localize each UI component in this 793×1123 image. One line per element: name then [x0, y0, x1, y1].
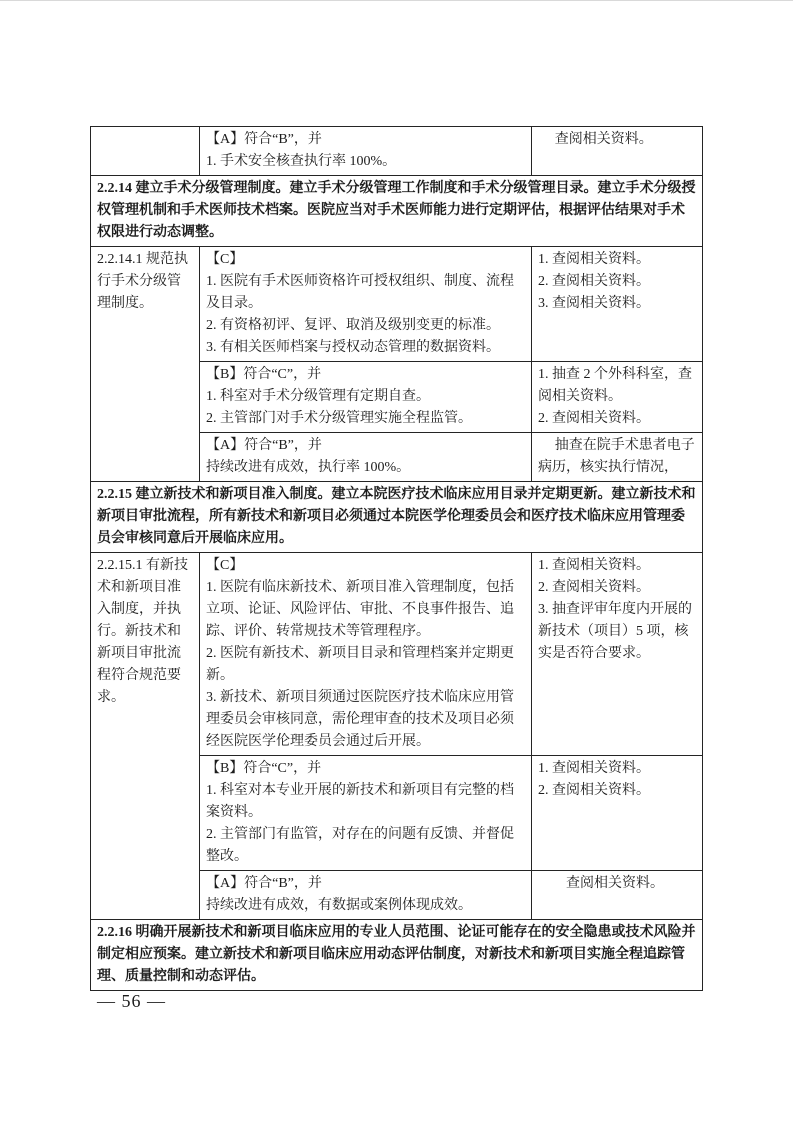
- text-line: 3. 抽查评审年度内开展的新技术（项目）5 项，核实是否符合要求。: [538, 602, 692, 661]
- text-line: 1. 抽查 2 个外科科室，查阅相关资料。: [538, 367, 692, 404]
- text-line: 2. 医院有新技术、新项目目录和管理档案并定期更新。: [206, 646, 514, 683]
- text-line: 【A】符合“B”，并: [206, 438, 322, 453]
- text-line: 2. 查阅相关资料。: [538, 580, 650, 595]
- text-line: 3. 查阅相关资料。: [538, 296, 650, 311]
- row-section-2-2-16: [91, 920, 703, 991]
- text-line: 查阅相关资料。: [554, 132, 653, 147]
- text-line: 【A】符合“B”，并: [206, 132, 322, 147]
- cell-method: [532, 433, 703, 482]
- text-line: 【B】符合“C”，并: [206, 761, 322, 776]
- cell-section-2-2-15: [91, 482, 703, 553]
- text-line: 【C】: [206, 558, 244, 573]
- page-number: — 56 —: [97, 991, 166, 1011]
- text-line: 1. 医院有手术医师资格许可授权组织、制度、流程及目录。: [206, 274, 514, 311]
- text-line: 【A】符合“B”，并: [206, 876, 322, 891]
- cell-criteria: [200, 553, 532, 756]
- cell-empty: [91, 127, 200, 176]
- cell-method: [532, 127, 703, 176]
- text-line: 2. 查阅相关资料。: [538, 411, 650, 426]
- cell-criteria: [200, 247, 532, 362]
- text-line: 2. 有资格初评、复评、取消及级别变更的标准。: [206, 318, 500, 333]
- section-text: 2.2.14 建立手术分级管理制度。建立手术分级管理工作制度和手术分级管理目录。建立手术分级授权管理机制和手术医师技术档案。医院应当对手术医师能力进行定期评估，根据评估结果对手术权限进行动态调整。: [97, 181, 696, 240]
- cell-method: [532, 871, 703, 920]
- text-line: 查阅相关资料。: [566, 876, 664, 891]
- text-line: 1. 医院有临床新技术、新项目准入管理制度，包括立项、论证、风险评估、审批、不良事件报告、追踪、评价、转常规技术等管理程序。: [206, 580, 514, 639]
- text-line: 1. 查阅相关资料。: [538, 761, 650, 776]
- text-line: 1. 科室对手术分级管理有定期自查。: [206, 389, 430, 404]
- text-line: 2. 主管部门对手术分级管理实施全程监管。: [206, 411, 472, 426]
- text-line: 【C】: [206, 252, 244, 267]
- item-label-text: 2.2.15.1 有新技术和新项目准入制度，并执行。新技术和新项目审批流程符合规范要求。: [97, 558, 188, 705]
- row-prev-item-grade-a: [91, 127, 703, 176]
- cell-section-2-2-14: [91, 176, 703, 247]
- text-line: 3. 有相关医师档案与授权动态管理的数据资料。: [206, 340, 500, 355]
- cell-criteria: [200, 871, 532, 920]
- section-text: 2.2.16 明确开展新技术和新项目临床应用的专业人员范围、论证可能存在的安全隐患或技术风险并制定相应预案。建立新技术和新项目临床应用动态评估制度，对新技术和新项目实施全程追踪管理、质量控制和动态评估。: [97, 925, 696, 984]
- cell-method: [532, 362, 703, 433]
- section-text: 2.2.15 建立新技术和新项目准入制度。建立本院医疗技术临床应用目录并定期更新。建立新技术和新项目审批流程，所有新技术和新项目必须通过本院医学伦理委员会和医疗技术临床应用管理委员会审核同意后开展临床应用。: [97, 487, 696, 546]
- text-line: 持续改进有成效，执行率 100%。: [206, 460, 411, 475]
- cell-method: [532, 756, 703, 871]
- text-line: 3. 新技术、新项目须通过医院医疗技术临床应用管理委员会审核同意，需伦理审查的技术及项目必须经医院医学伦理委员会通过后开展。: [206, 690, 514, 749]
- text-line: 抽查在院手术患者电子病历，核实执行情况，: [538, 438, 695, 475]
- cell-item-label: [91, 553, 200, 920]
- text-line: 2. 主管部门有监管，对存在的问题有反馈、并督促整改。: [206, 827, 514, 864]
- text-line: 1. 科室对本专业开展的新技术和新项目有完整的档案资料。: [206, 783, 514, 820]
- text-line: 1. 查阅相关资料。: [538, 558, 650, 573]
- text-line: 1. 手术安全核查执行率 100%。: [206, 154, 397, 169]
- accreditation-standards-table: [90, 126, 703, 991]
- cell-item-label: [91, 247, 200, 482]
- row-item-2-2-15-1-grade-c: [91, 553, 703, 756]
- text-line: 2. 查阅相关资料。: [538, 274, 650, 289]
- text-line: 1. 查阅相关资料。: [538, 252, 650, 267]
- cell-criteria: [200, 127, 532, 176]
- cell-method: [532, 247, 703, 362]
- text-line: 2. 查阅相关资料。: [538, 783, 650, 798]
- cell-criteria: [200, 433, 532, 482]
- cell-section-2-2-16: [91, 920, 703, 991]
- cell-method: [532, 553, 703, 756]
- row-item-2-2-14-1-grade-c: [91, 247, 703, 362]
- row-section-2-2-15: [91, 482, 703, 553]
- text-line: 持续改进有成效，有数据或案例体现成效。: [206, 898, 472, 913]
- row-section-2-2-14: [91, 176, 703, 247]
- cell-criteria: [200, 362, 532, 433]
- text-line: 【B】符合“C”，并: [206, 367, 322, 382]
- item-label-text: 2.2.14.1 规范执行手术分级管理制度。: [97, 252, 188, 311]
- cell-criteria: [200, 756, 532, 871]
